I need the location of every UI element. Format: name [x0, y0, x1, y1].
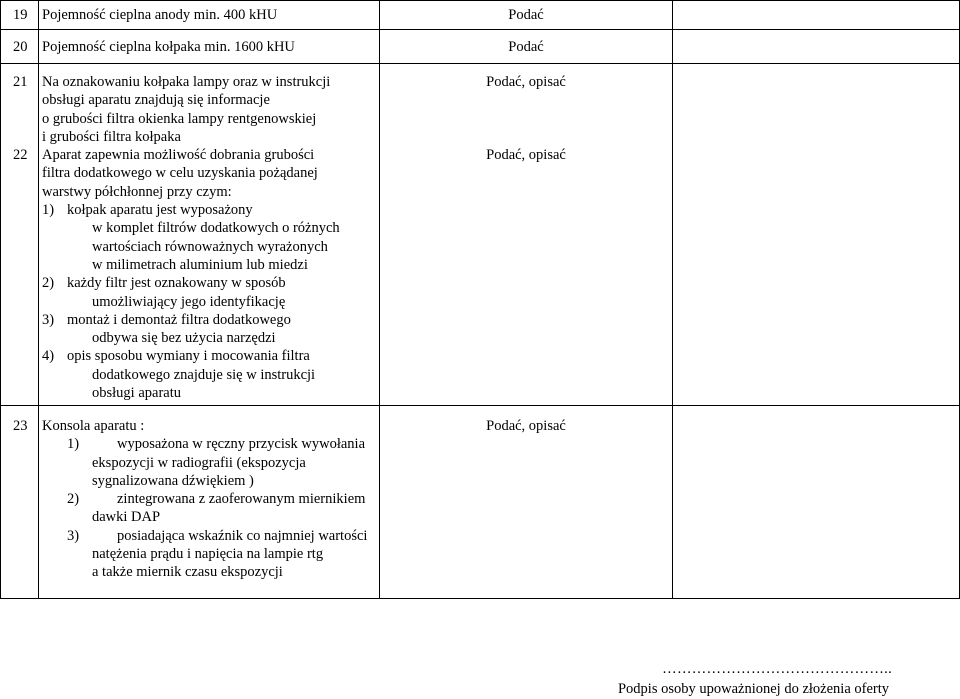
requirement-text: Pojemność cieplna anody min. 400 kHU [42, 7, 278, 23]
list-item-text: obsługi aparatu [92, 385, 181, 402]
requirement-text: Na oznakowaniu kołpaka lampy oraz w instrukcji [42, 74, 331, 90]
list-item-text: odbywa się bez użycia narzędzi [92, 330, 276, 347]
row-number-text: 21 [13, 74, 28, 90]
requirement-text: o grubości filtra okienka lampy rentgenowskiej [42, 110, 317, 127]
answer-text: Podać, opisać [486, 147, 566, 164]
requirement-text: i grubości filtra kołpaka [42, 128, 181, 145]
list-item: 1) wyposażona w ręczny przycisk wywołania [67, 436, 366, 453]
table-row [1, 30, 960, 64]
requirement-text: Pojemność cieplna kołpaka min. 1600 kHU [42, 39, 295, 55]
list-item-text: dawki DAP [92, 509, 161, 526]
offer-cell[interactable] [673, 1, 960, 30]
table-row [1, 1, 960, 30]
requirement-text: Konsola aparatu : [42, 418, 145, 434]
list-item-text: natężenia prądu i napięcia na lampie rtg [92, 546, 324, 563]
row-number-text: 20 [13, 39, 28, 55]
row-number-text: 22 [13, 147, 28, 164]
table-row [1, 406, 960, 599]
list-item: 1) kołpak aparatu jest wyposażony [42, 202, 253, 219]
answer-cell [380, 406, 673, 599]
row-number-text: 23 [13, 418, 28, 434]
answer-cell [380, 30, 673, 64]
offer-cell[interactable] [673, 30, 960, 64]
list-item: 3) posiadająca wskaźnik co najmniej wartości [67, 527, 368, 544]
requirement-cell [39, 1, 380, 30]
list-item-text: w milimetrach aluminium lub miedzi [92, 256, 308, 273]
offer-cell[interactable] [673, 64, 960, 406]
table-row [1, 64, 960, 406]
list-item-text: wartościach równoważnych wyrażonych [92, 238, 328, 255]
row-number-text: 19 [13, 7, 28, 23]
requirement-cell [39, 406, 380, 599]
requirement-cell [39, 30, 380, 64]
list-item-text: dodatkowego znajduje się w instrukcji [92, 366, 316, 383]
requirement-text: obsługi aparatu znajdują się informacje [42, 92, 270, 109]
list-item-text: ekspozycji w radiografii (ekspozycja [92, 454, 306, 471]
answer-text: Podać [508, 7, 544, 23]
row-number [1, 64, 39, 406]
list-item-text: sygnalizowana dźwiękiem ) [92, 472, 254, 489]
row-number [1, 406, 39, 599]
list-item: 4) opis sposobu wymiany i mocowania filtra [42, 348, 310, 365]
list-item: 3) montaż i demontaż filtra dodatkowego [42, 311, 291, 328]
signature-caption: Podpis osoby upoważnionej do złożenia oferty [617, 681, 889, 697]
requirement-cell [39, 64, 380, 406]
signature-dots: ……………………………………….. [662, 661, 892, 677]
answer-text: Podać [508, 39, 544, 55]
list-item: 2) zintegrowana z zaoferowanym miernikiem [67, 491, 366, 508]
list-item: 2) każdy filtr jest oznakowany w sposób [42, 275, 286, 292]
offer-cell[interactable] [673, 406, 960, 599]
requirement-text: Aparat zapewnia możliwość dobrania grubości [42, 147, 315, 164]
answer-cell [380, 64, 673, 406]
list-item-text: umożliwiający jego identyfikację [92, 293, 286, 310]
answer-text: Podać, opisać [486, 74, 566, 90]
row-number [1, 30, 39, 64]
answer-text: Podać, opisać [486, 418, 566, 434]
row-number [1, 1, 39, 30]
requirement-text: warstwy półchłonnej przy czym: [42, 183, 232, 200]
list-item-text: a także miernik czasu ekspozycji [92, 564, 283, 581]
answer-cell [380, 1, 673, 30]
list-item-text: w komplet filtrów dodatkowych o różnych [92, 220, 340, 237]
requirement-text: filtra dodatkowego w celu uzyskania pożądanej [42, 165, 318, 182]
